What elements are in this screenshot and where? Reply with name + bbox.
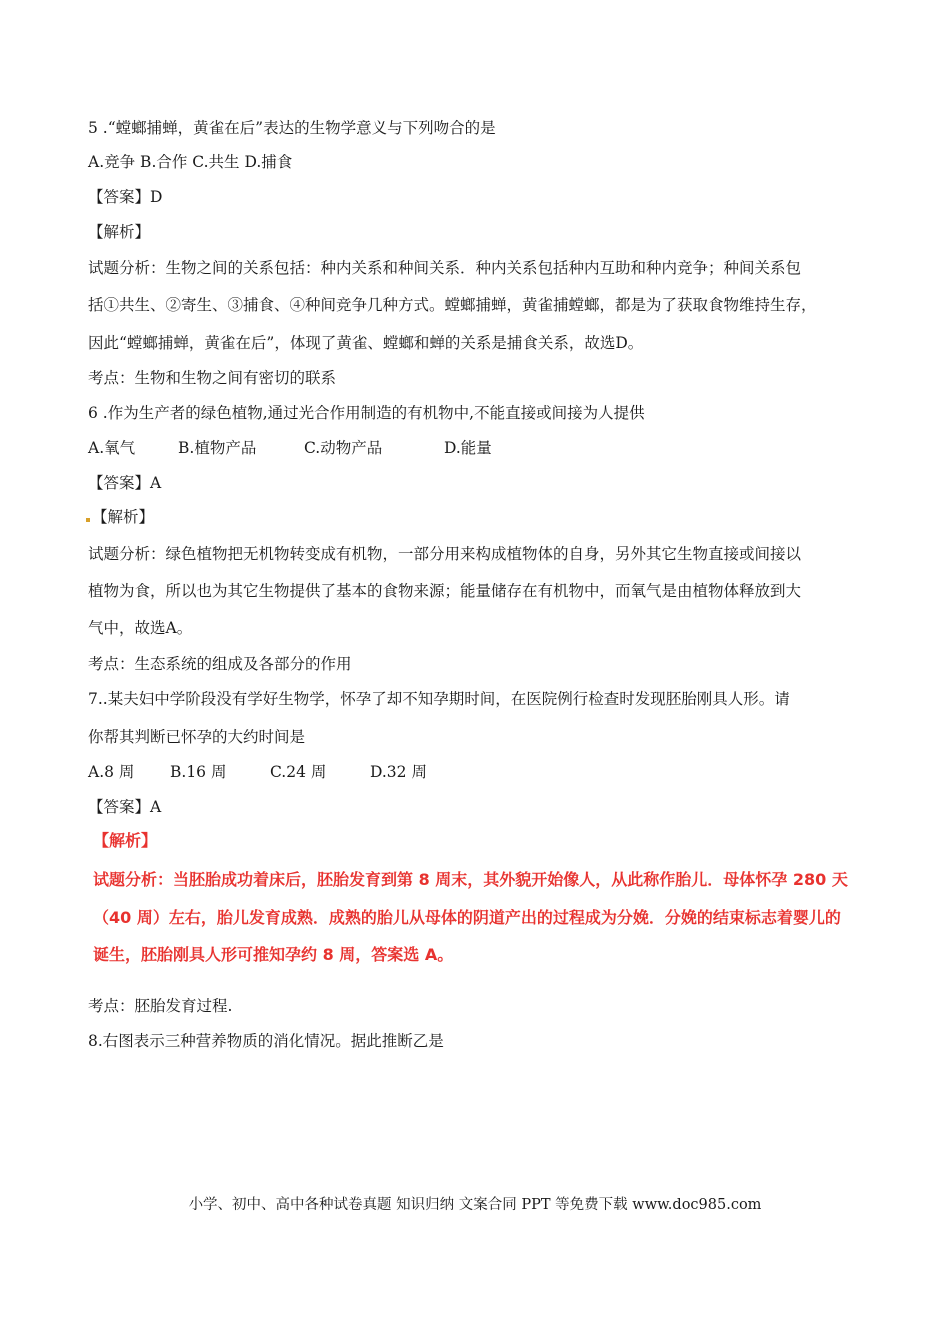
q7-option-c: C.24 周 [270, 763, 327, 781]
q5-analysis-line-3: 因此“螳螂捕蝉，黄雀在后”，体现了黄雀、螳螂和蝉的关系是捕食关系，故选D。 [88, 334, 644, 352]
page-footer: 小学、初中、高中各种试卷真题 知识归纳 文案合同 PPT 等免费下载 www.doc985.com [188, 1197, 762, 1213]
q6-option-c: C.动物产品 [304, 439, 383, 457]
q6-analysis-line-3: 气中，故选A。 [88, 619, 193, 637]
q6-question: 6 .作为生产者的绿色植物,通过光合作用制造的有机物中,不能直接或间接为人提供 [88, 404, 645, 422]
q6-options [88, 438, 492, 458]
q5-analysis-label: 【解析】 [88, 223, 151, 241]
q7-analysis-line-1: 试题分析：当胚胎成功着床后，胚胎发育到第 8 周末，其外貌开始像人，从此称作胎儿．母体怀孕 280 天 [93, 870, 848, 889]
q8-question: 8.右图表示三种营养物质的消化情况。据此推断乙是 [88, 1032, 444, 1050]
q5-question: 5 .“螳螂捕蝉，黄雀在后”表达的生物学意义与下列吻合的是 [88, 119, 496, 137]
q7-option-d: D.32 周 [370, 763, 427, 781]
q7-option-b: B.16 周 [170, 763, 227, 781]
q7-analysis-line-3: 诞生，胚胎刚具人形可推知孕约 8 周，答案选 A。 [93, 945, 454, 964]
q7-point: 考点：胚胎发育过程. [88, 997, 233, 1015]
q6-answer: 【答案】A [88, 474, 162, 492]
q6-option-a: A.氧气 [88, 439, 136, 457]
q7-analysis-line-2: （40 周）左右，胎儿发育成熟．成熟的胎儿从母体的阴道产出的过程成为分娩．分娩的结束标志着婴儿的 [93, 908, 841, 927]
q7-question-line-1: 7..某夫妇中学阶段没有学好生物学，怀孕了却不知孕期时间，在医院例行检查时发现胚胎刚具人形。请 [88, 690, 790, 708]
q6-analysis-line-2: 植物为食，所以也为其它生物提供了基本的食物来源；能量储存在有机物中，而氧气是由植物体释放到大 [88, 582, 802, 600]
q7-analysis-label: 【解析】 [93, 831, 158, 850]
q6-analysis-label: 【解析】 [92, 508, 155, 526]
q7-options [88, 762, 427, 782]
q6-point: 考点：生态系统的组成及各部分的作用 [88, 655, 352, 673]
q5-answer: 【答案】D [88, 188, 163, 206]
q7-answer: 【答案】A [88, 798, 162, 816]
bullet-marker [86, 518, 90, 522]
q5-point: 考点：生物和生物之间有密切的联系 [88, 369, 337, 387]
q7-option-a: A.8 周 [88, 763, 135, 781]
q7-question-line-2: 你帮其判断已怀孕的大约时间是 [88, 728, 306, 746]
q6-analysis-line-1: 试题分析：绿色植物把无机物转变成有机物，一部分用来构成植物体的自身，另外其它生物直接或间接以 [88, 545, 802, 563]
q6-option-b: B.植物产品 [178, 439, 257, 457]
q5-options: A.竞争 B.合作 C.共生 D.捕食 [88, 153, 293, 171]
q5-analysis-line-1: 试题分析：生物之间的关系包括：种内关系和种间关系．种内关系包括种内互助和种内竞争；种间关系包 [88, 259, 802, 277]
q6-option-d: D.能量 [444, 439, 492, 457]
q5-analysis-line-2: 括①共生、②寄生、③捕食、④种间竞争几种方式。螳螂捕蝉，黄雀捕螳螂，都是为了获取食物维持生存， [88, 296, 817, 314]
